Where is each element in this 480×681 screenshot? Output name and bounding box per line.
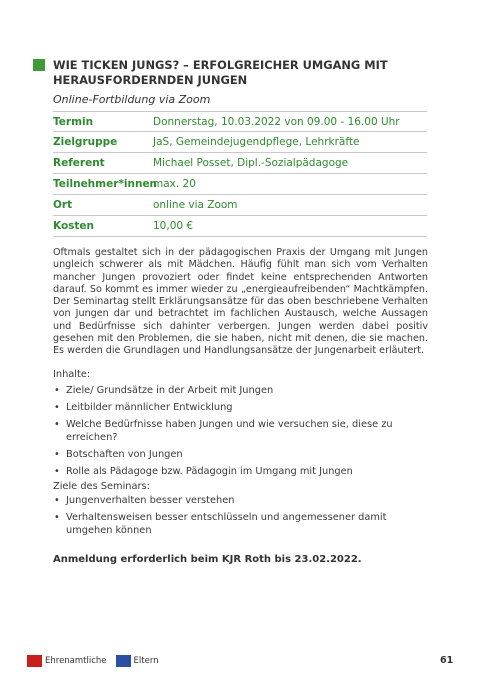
description-paragraph: Oftmals gestaltet sich in der pädagogischen Praxis der Umgang mit Jungen ungleich schwerer als mit Mädchen. Häufig fühlt man sich vom Verhalten mancher Jungen provoziert oder findet keine entsprechenden Antworten darauf. So kommt es immer wieder zu „energieaufreibenden“ Machtkämpfen. Der Seminartag stellt Erklärungsansätze für das oben beschriebene Verhalten von Jungen dar und betrachtet im fachlichen Austausch, welche Aussagen und Bedürfnisse sich dahinter verbergen. Jungen werden dabei positiv gesehen mit den Problemen, die sie haben, nicht mit denen, die sie machen. Es werden die Grundlagen und Handlungsansätze der Jungenarbeit erläutert.	[53, 247, 428, 357]
info-label: Ort	[53, 199, 73, 211]
info-row-referent	[53, 153, 427, 174]
info-value: Michael Posset, Dipl.-Sozialpädagoge	[153, 157, 349, 169]
title-marker	[33, 59, 45, 71]
page-number: 61	[440, 655, 454, 666]
legend	[27, 655, 168, 667]
goals-heading: Ziele des Seminars:	[53, 481, 150, 492]
info-label: Teilnehmer*innen	[53, 178, 158, 190]
list-item: • Verhaltensweisen besser entschlüsseln und angemessener damit umgehen können	[53, 512, 431, 537]
list-item: • Leitbilder männlicher Entwicklung	[53, 402, 433, 415]
info-label: Termin	[53, 115, 94, 128]
contents-list	[53, 385, 433, 483]
info-table	[53, 111, 427, 237]
info-label: Zielgruppe	[53, 136, 118, 148]
info-label: Referent	[53, 157, 105, 169]
info-value: JaS, Gemeindejugendpflege, Lehrkräfte	[153, 136, 360, 148]
contents-heading: Inhalte:	[53, 369, 91, 380]
legend-swatch-eltern	[116, 655, 131, 667]
info-value: online via Zoom	[153, 199, 238, 211]
list-item: • Welche Bedürfnisse haben Jungen und wie versuchen sie, diese zu erreichen?	[53, 419, 433, 444]
info-row-termin	[53, 111, 427, 132]
info-row-ort	[53, 195, 427, 216]
list-item: • Ziele/ Grundsätze in der Arbeit mit Jungen	[53, 385, 433, 398]
registration-note: Anmeldung erforderlich beim KJR Roth bis 23.02.2022.	[53, 554, 362, 565]
list-item: • Jungenverhalten besser verstehen	[53, 495, 431, 508]
legend-label: Eltern	[133, 656, 159, 666]
info-row-kosten	[53, 216, 427, 237]
info-value: max. 20	[153, 178, 196, 190]
info-value: 10,00 €	[153, 220, 194, 232]
info-row-teilnehmer	[53, 174, 427, 195]
list-item: • Rolle als Pädagoge bzw. Pädagogin im Umgang mit Jungen	[53, 466, 433, 479]
goals-list	[53, 495, 431, 542]
legend-label: Ehrenamtliche	[45, 656, 107, 666]
page-subtitle: Online-Fortbildung via Zoom	[53, 93, 211, 106]
info-value: Donnerstag, 10.03.2022 von 09.00 - 16.00 Uhr	[153, 115, 400, 128]
page-title: WIE TICKEN JUNGS? – ERFOLGREICHER UMGANG MIT HERAUSFORDERNDEN JUNGEN	[53, 58, 388, 87]
info-row-zielgruppe	[53, 132, 427, 153]
info-label: Kosten	[53, 220, 95, 232]
legend-swatch-ehrenamtliche	[27, 655, 42, 667]
list-item: • Botschaften von Jungen	[53, 449, 433, 462]
